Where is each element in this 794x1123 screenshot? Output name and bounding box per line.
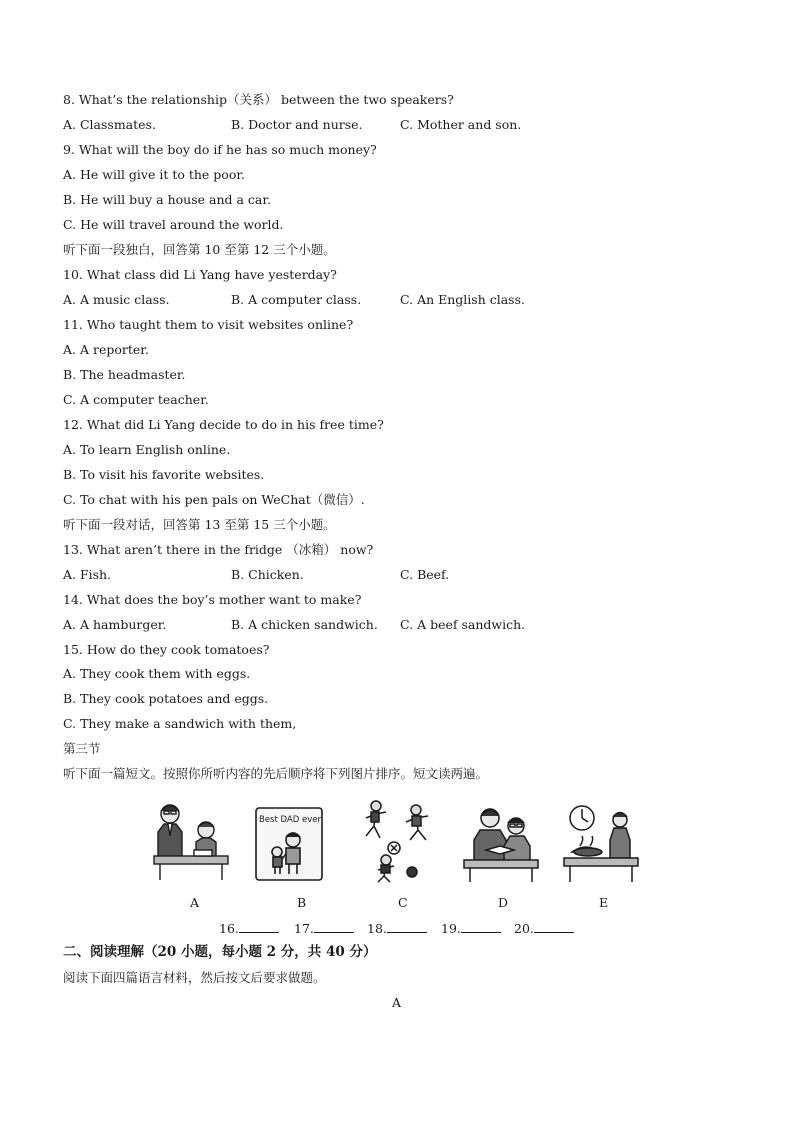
q13-option-a: A. Fish. <box>63 567 112 582</box>
blank-number-16: 16. <box>219 921 239 936</box>
card-text: Best DAD ever <box>259 815 321 825</box>
instruction-10-12: 听下面一段独白，回答第 10 至第 12 三个小题。 <box>63 242 336 257</box>
answer-blank-20[interactable] <box>514 920 574 937</box>
picture-strip <box>150 796 642 884</box>
q14-option-a: A. A hamburger. <box>63 617 167 632</box>
q12-option-c: C. To chat with his pen pals on WeChat（微信）. <box>63 492 365 507</box>
q8-stem: 8. What’s the relationship（关系） between the two speakers? <box>63 92 454 107</box>
q11-stem: 11. Who taught them to visit websites online? <box>63 317 354 332</box>
picture-c-playing-football <box>356 796 438 884</box>
blank-number-19: 19. <box>441 921 461 936</box>
q8-option-b: B. Doctor and nurse. <box>231 117 363 132</box>
q11-option-c: C. A computer teacher. <box>63 392 209 407</box>
blank-number-20: 20. <box>514 921 534 936</box>
part2-instruction: 阅读下面四篇语言材料，然后按文后要求做题。 <box>63 970 326 985</box>
q9-stem: 9. What will the boy do if he has so much money? <box>63 142 377 157</box>
q10-stem: 10. What class did Li Yang have yesterday? <box>63 267 337 282</box>
q13-stem: 13. What aren’t there in the fridge （冰箱） now? <box>63 542 374 557</box>
q13-option-b: B. Chicken. <box>231 567 304 582</box>
q15-option-b: B. They cook potatoes and eggs. <box>63 691 269 706</box>
picture-e-clock-and-cooking <box>560 796 642 884</box>
picture-b-best-dad-card <box>253 796 325 884</box>
passage-label: A <box>392 995 402 1010</box>
q11-option-b: B. The headmaster. <box>63 367 186 382</box>
picture-label-e: E <box>599 895 609 910</box>
picture-d-reading-together <box>460 796 542 884</box>
picture-label-a: A <box>190 895 200 910</box>
answer-blank-17[interactable] <box>294 920 354 937</box>
blank-number-18: 18. <box>367 921 387 936</box>
q11-option-a: A. A reporter. <box>63 342 149 357</box>
answer-blank-16[interactable] <box>219 920 279 937</box>
picture-a-teacher-and-student <box>150 796 232 884</box>
q15-stem: 15. How do they cook tomatoes? <box>63 642 270 657</box>
instruction-13-15: 听下面一段对话，回答第 13 至第 15 三个小题。 <box>63 517 336 532</box>
q8-option-c: C. Mother and son. <box>400 117 522 132</box>
q12-option-b: B. To visit his favorite websites. <box>63 467 265 482</box>
q12-stem: 12. What did Li Yang decide to do in his free time? <box>63 417 384 432</box>
q15-option-c: C. They make a sandwich with them, <box>63 716 297 731</box>
blank-number-17: 17. <box>294 921 314 936</box>
answer-blank-19[interactable] <box>441 920 501 937</box>
picture-label-c: C <box>398 895 408 910</box>
q9-option-b: B. He will buy a house and a car. <box>63 192 271 207</box>
answer-blank-18[interactable] <box>367 920 427 937</box>
q14-stem: 14. What does the boy’s mother want to make? <box>63 592 362 607</box>
section-instruction: 听下面一篇短文。按照你所听内容的先后顺序将下列图片排序。短文读两遍。 <box>63 766 489 781</box>
q10-option-b: B. A computer class. <box>231 292 362 307</box>
q10-option-a: A. A music class. <box>63 292 170 307</box>
q13-option-c: C. Beef. <box>400 567 450 582</box>
picture-label-b: B <box>297 895 307 910</box>
q9-option-c: C. He will travel around the world. <box>63 217 284 232</box>
q14-option-c: C. A beef sandwich. <box>400 617 526 632</box>
q14-option-b: B. A chicken sandwich. <box>231 617 378 632</box>
q10-option-c: C. An English class. <box>400 292 525 307</box>
q15-option-a: A. They cook them with eggs. <box>63 666 251 681</box>
part2-heading: 二、阅读理解（20 小题，每小题 2 分，共 40 分） <box>63 944 377 960</box>
q12-option-a: A. To learn English online. <box>63 442 231 457</box>
q8-option-a: A. Classmates. <box>63 117 156 132</box>
picture-label-d: D <box>498 895 509 910</box>
section-title: 第三节 <box>63 741 101 756</box>
q9-option-a: A. He will give it to the poor. <box>63 167 245 182</box>
